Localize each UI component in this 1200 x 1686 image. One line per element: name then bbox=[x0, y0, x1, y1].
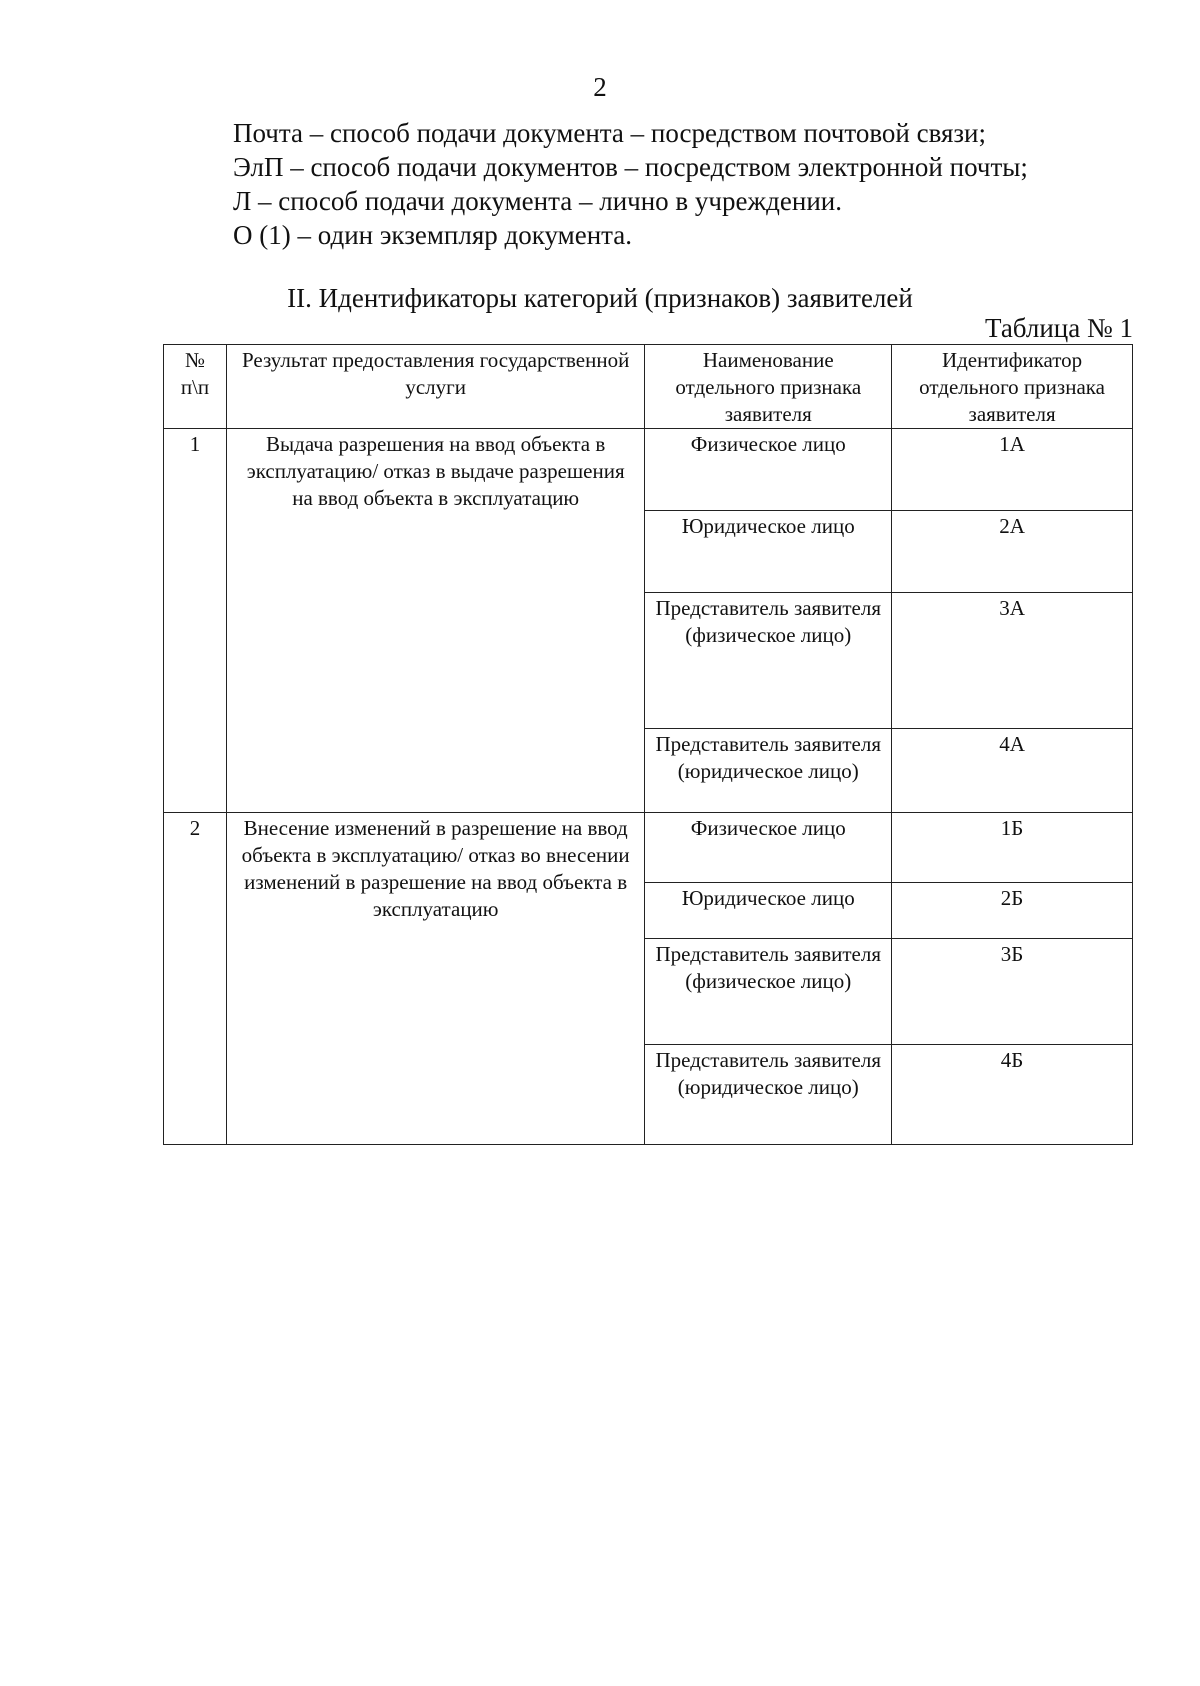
attribute-name: Представитель заявителя (физическое лицо) bbox=[645, 593, 892, 729]
table-row bbox=[164, 813, 1133, 883]
attribute-name: Юридическое лицо bbox=[645, 511, 892, 593]
row-result: Выдача разрешения на ввод объекта в эксплуатацию/ отказ в выдаче разрешения на ввод объекта в эксплуатацию bbox=[226, 429, 644, 813]
attribute-id: 3Б bbox=[892, 939, 1133, 1045]
attribute-name: Юридическое лицо bbox=[645, 883, 892, 939]
attribute-id: 2Б bbox=[892, 883, 1133, 939]
attribute-id: 4Б bbox=[892, 1045, 1133, 1145]
legend-line: Почта – способ подачи документа – посредством почтовой связи; bbox=[233, 118, 986, 148]
row-number: 1 bbox=[164, 429, 227, 813]
page-number: 2 bbox=[593, 72, 607, 102]
section-title: II. Идентификаторы категорий (признаков) заявителей bbox=[287, 283, 913, 313]
attribute-id: 1А bbox=[892, 429, 1133, 511]
header-number: № п\п bbox=[164, 345, 227, 429]
row-result: Внесение изменений в разрешение на ввод объекта в эксплуатацию/ отказ во внесении изменений в разрешение на ввод объекта в эксплуатацию bbox=[226, 813, 644, 1145]
attribute-id: 4А bbox=[892, 729, 1133, 813]
attribute-name: Представитель заявителя (юридическое лицо) bbox=[645, 1045, 892, 1145]
header-attribute-id: Идентификатор отдельного признака заявителя bbox=[892, 345, 1133, 429]
table-caption: Таблица № 1 bbox=[985, 313, 1133, 343]
attribute-name: Физическое лицо bbox=[645, 429, 892, 511]
legend-line: О (1) – один экземпляр документа. bbox=[233, 220, 633, 250]
table-header-row bbox=[164, 345, 1133, 429]
row-number: 2 bbox=[164, 813, 227, 1145]
attribute-id: 2А bbox=[892, 511, 1133, 593]
attribute-id: 1Б bbox=[892, 813, 1133, 883]
header-result: Результат предоставления государственной услуги bbox=[226, 345, 644, 429]
attribute-name: Физическое лицо bbox=[645, 813, 892, 883]
legend-line: Л – способ подачи документа – лично в учреждении. bbox=[233, 186, 842, 216]
abbreviation-legend bbox=[233, 116, 1133, 252]
legend-line: ЭлП – способ подачи документов – посредством электронной почты; bbox=[233, 152, 1028, 182]
attribute-name: Представитель заявителя (физическое лицо) bbox=[645, 939, 892, 1045]
table-row bbox=[164, 429, 1133, 511]
attribute-id: 3А bbox=[892, 593, 1133, 729]
header-attribute-name: Наименование отдельного признака заявителя bbox=[645, 345, 892, 429]
attribute-name: Представитель заявителя (юридическое лицо) bbox=[645, 729, 892, 813]
applicant-categories-table bbox=[163, 344, 1133, 1145]
